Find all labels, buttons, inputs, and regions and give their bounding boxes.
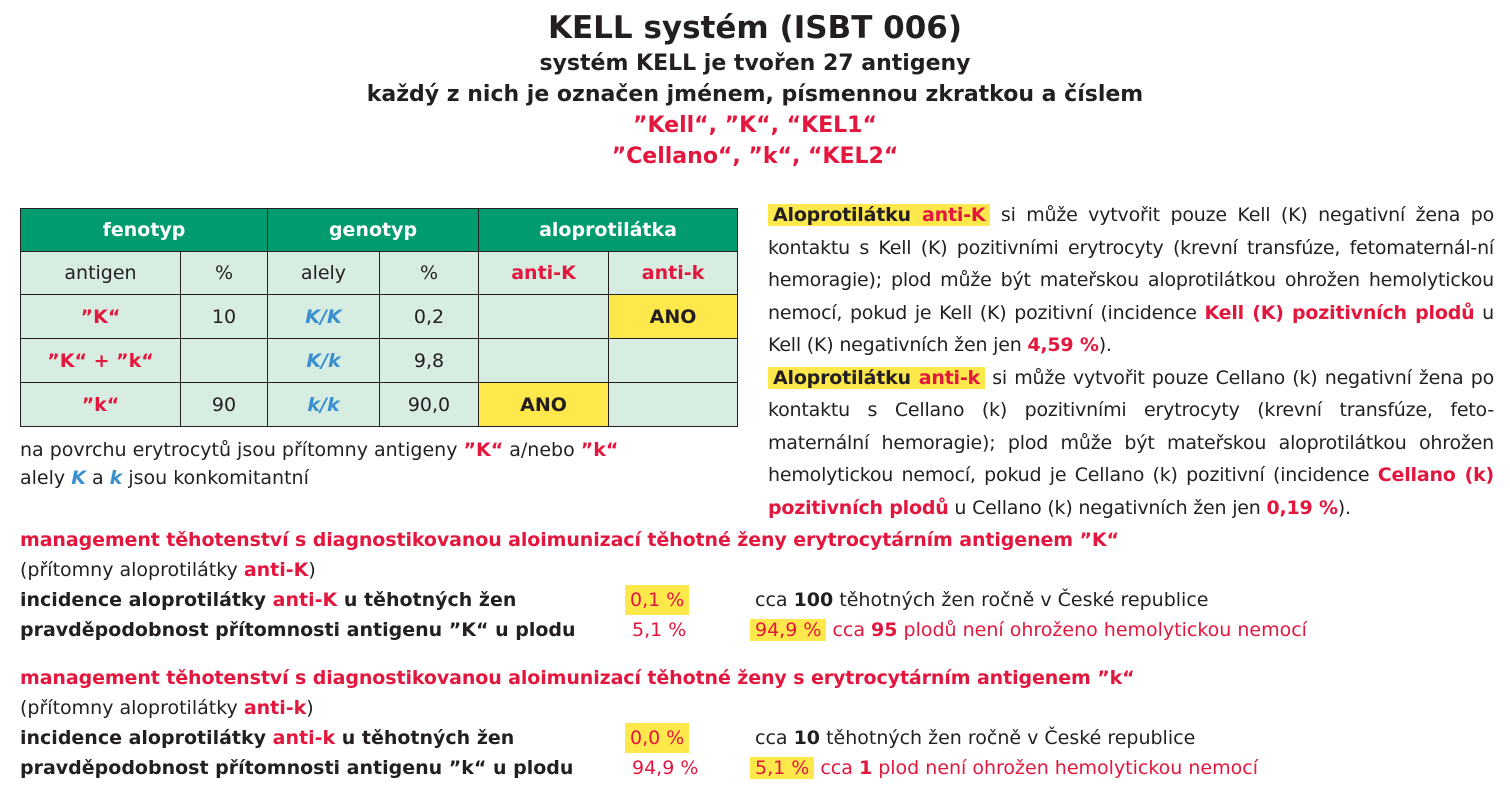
column-header-gpct: % (380, 252, 479, 295)
cell-gpct: 9,8 (380, 339, 479, 383)
probability-value: 94,9 % (632, 757, 699, 779)
section-subheading: (přítomny aloprotilátky anti-K) (20, 559, 316, 581)
incidence-row (20, 723, 1500, 753)
incidence-note: cca 100 těhotných žen ročně v České republice (755, 589, 1209, 611)
column-header-pct: % (181, 252, 268, 295)
incidence-label: incidence aloprotilátky anti-k u těhotných žen (20, 727, 515, 749)
section-heading: management těhotenství s diagnostikovanou aloimunizací těhotné ženy s erytrocytárním antigenem ”k“ (20, 667, 1135, 689)
subtitle-cellano-names: ”Cellano“, ”k“, “KEL2“ (611, 144, 899, 169)
highlight-anti-K: Aloprotilátku anti-K (768, 204, 990, 226)
incidence-value: 0,1 % (625, 585, 689, 615)
probability-note: 94,9 % cca 95 plodů není ohroženo hemolytickou nemocí (750, 615, 1307, 645)
column-header-anti-K: anti-K (479, 252, 609, 295)
cell-antigen: ”K“ (21, 295, 181, 339)
table-row (21, 383, 738, 427)
cell-anti-k: ANO (609, 295, 738, 339)
incidence-note: cca 10 těhotných žen ročně v České republice (755, 727, 1196, 749)
kell-phenotype-table (20, 208, 738, 427)
cell-pct: 90 (181, 383, 268, 427)
cell-anti-k (609, 383, 738, 427)
subtitle-antigen-count: systém KELL je tvořen 27 antigeny (539, 51, 971, 76)
highlight-anti-k: Aloprotilátku anti-k (768, 367, 985, 389)
page-title: KELL systém (ISBT 006) (547, 10, 963, 46)
table-group-header-row (21, 209, 738, 252)
probability-row (20, 615, 1500, 645)
incidence-label: incidence aloprotilátky anti-K u těhotných žen (20, 589, 517, 611)
probability-value: 5,1 % (632, 619, 687, 641)
group-header-aloprotilatka: aloprotilátka (479, 209, 738, 252)
probability-label: pravděpodobnost přítomnosti antigenu ”K“ u plodu (20, 619, 576, 641)
column-header-antigen: antigen (21, 252, 181, 295)
group-header-genotyp: genotyp (268, 209, 479, 252)
paragraph-anti-K: Aloprotilátku anti-K si může vytvořit pouze Kell (K) negativní žena po kontaktu s Kell (K) pozitivními erytrocyty (krevní transfúze, fetomaternál-ní hemoragie); plod může být mateřskou aloprotilátkou ohrožen hemolytickou nemocí, pokud je Kell (K) pozitivní (incidence Kell (K) pozitivních plodů u Kell (K) negativních žen jen 4,59 %). (768, 204, 1494, 356)
table-row (21, 295, 738, 339)
management-section-K (20, 525, 1500, 645)
probability-label: pravděpodobnost přítomnosti antigenu ”k“ u plodu (20, 757, 574, 779)
table-notes (20, 436, 618, 492)
cell-allele: k/k (268, 383, 380, 427)
cell-gpct: 0,2 (380, 295, 479, 339)
probability-row (20, 753, 1500, 783)
incidence-value: 0,0 % (625, 723, 689, 753)
probability-note: 5,1 % cca 1 plod není ohrožen hemolytickou nemocí (750, 753, 1258, 783)
note-alleles: alely K a k jsou konkomitantní (20, 467, 309, 489)
cell-antigen: ”K“ + ”k“ (21, 339, 181, 383)
cell-anti-k (609, 339, 738, 383)
cell-pct: 10 (181, 295, 268, 339)
table-column-header-row (21, 252, 738, 295)
subtitle-kell-names: ”Kell“, ”K“, “KEL1“ (633, 113, 877, 138)
management-section-k (20, 663, 1500, 783)
group-header-fenotyp: fenotyp (21, 209, 268, 252)
section-heading: management těhotenství s diagnostikovanou aloimunizací těhotné ženy erytrocytárním antigenem ”K“ (20, 529, 1119, 551)
cell-pct (181, 339, 268, 383)
cell-allele: K/K (268, 295, 380, 339)
column-header-anti-k: anti-k (609, 252, 738, 295)
cell-anti-K (479, 339, 609, 383)
cell-anti-K: ANO (479, 383, 609, 427)
cell-allele: K/k (268, 339, 380, 383)
cell-antigen: ”k“ (21, 383, 181, 427)
title-block (0, 8, 1510, 172)
table-row (21, 339, 738, 383)
subtitle-naming: každý z nich je označen jménem, písmennou zkratkou a číslem (366, 82, 1144, 107)
paragraph-anti-k: Aloprotilátku anti-k si může vytvořit pouze Cellano (k) negativní žena po kontaktu s Cellano (k) pozitivními erytrocyty (krevní transfúze, feto-maternální hemoragie); plod může být mateřskou aloprotilátkou ohrožen hemolytickou nemocí, pokud je Cellano (k) pozitivní (incidence Cellano (k) pozitivních plodů u Cellano (k) negativních žen jen 0,19 %). (768, 366, 1494, 519)
cell-gpct: 90,0 (380, 383, 479, 427)
cell-anti-K (479, 295, 609, 339)
column-header-alely: alely (268, 252, 380, 295)
incidence-row (20, 585, 1500, 615)
note-antigens: na povrchu erytrocytů jsou přítomny antigeny ”K“ a/nebo ”k“ (20, 439, 619, 461)
section-subheading: (přítomny aloprotilátky anti-k) (20, 697, 314, 719)
alloantibody-description (768, 199, 1494, 524)
